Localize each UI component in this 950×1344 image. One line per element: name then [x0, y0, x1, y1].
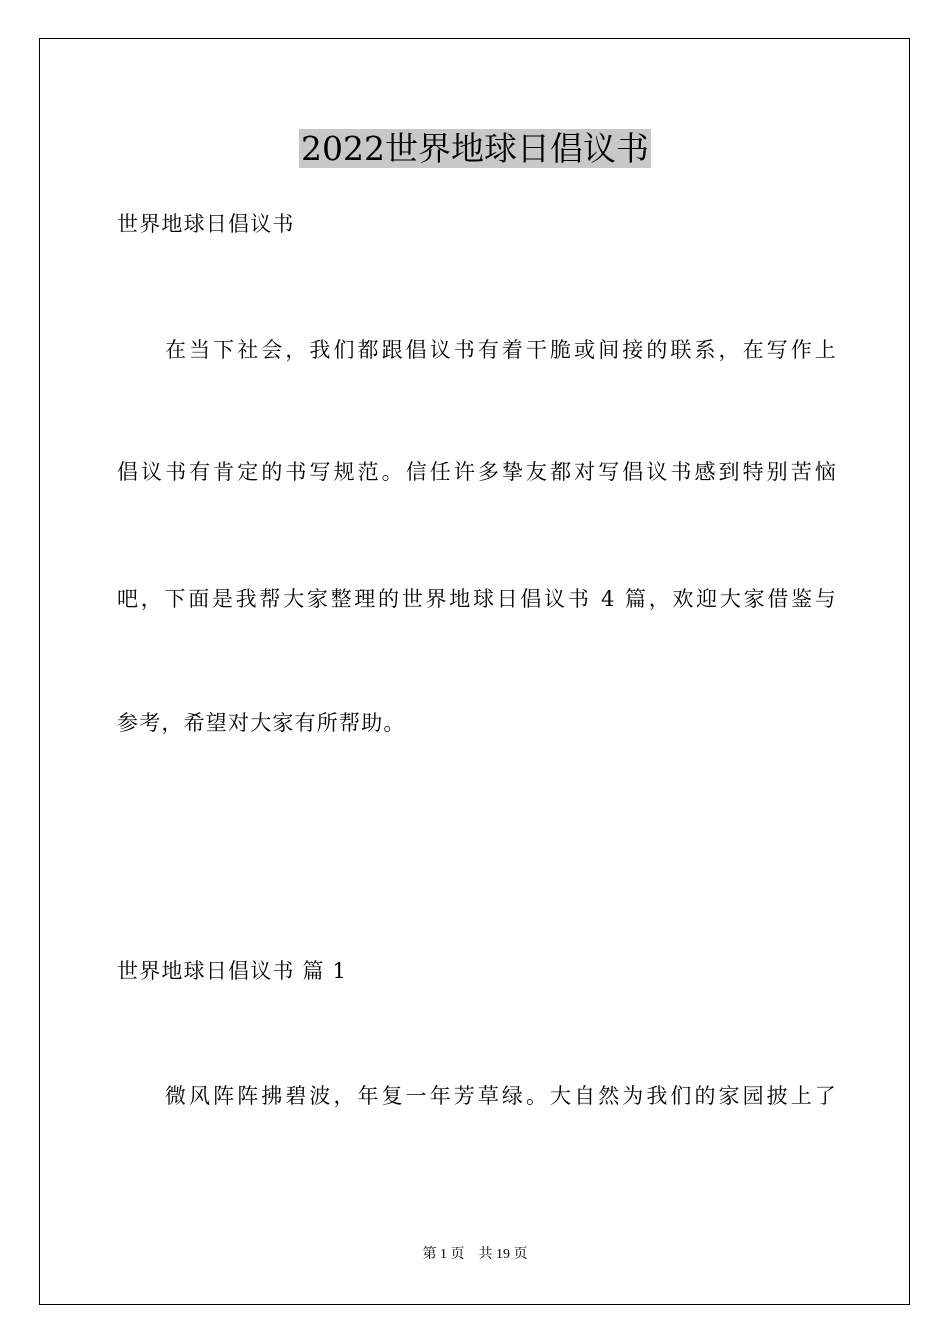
document-title-text: 2022世界地球日倡议书 [301, 129, 649, 168]
section-heading: 世界地球日倡议书 篇 1 [117, 959, 348, 983]
section-line-1: 微风阵阵拂碧波，年复一年芳草绿。大自然为我们的家园披上了 [165, 1084, 837, 1108]
page-footer: 第 1 页 共 19 页 [422, 1247, 528, 1262]
document-title [0, 126, 950, 172]
intro-line-2: 倡议书有肯定的书写规范。信任许多挚友都对写倡议书感到特别苦恼 [117, 460, 837, 484]
subtitle: 世界地球日倡议书 [117, 212, 295, 236]
intro-line-1: 在当下社会，我们都跟倡议书有着干脆或间接的联系，在写作上 [165, 338, 837, 362]
intro-line-4: 参考，希望对大家有所帮助。 [117, 711, 406, 735]
intro-line-3: 吧，下面是我帮大家整理的世界地球日倡议书 4 篇，欢迎大家借鉴与 [117, 587, 837, 611]
